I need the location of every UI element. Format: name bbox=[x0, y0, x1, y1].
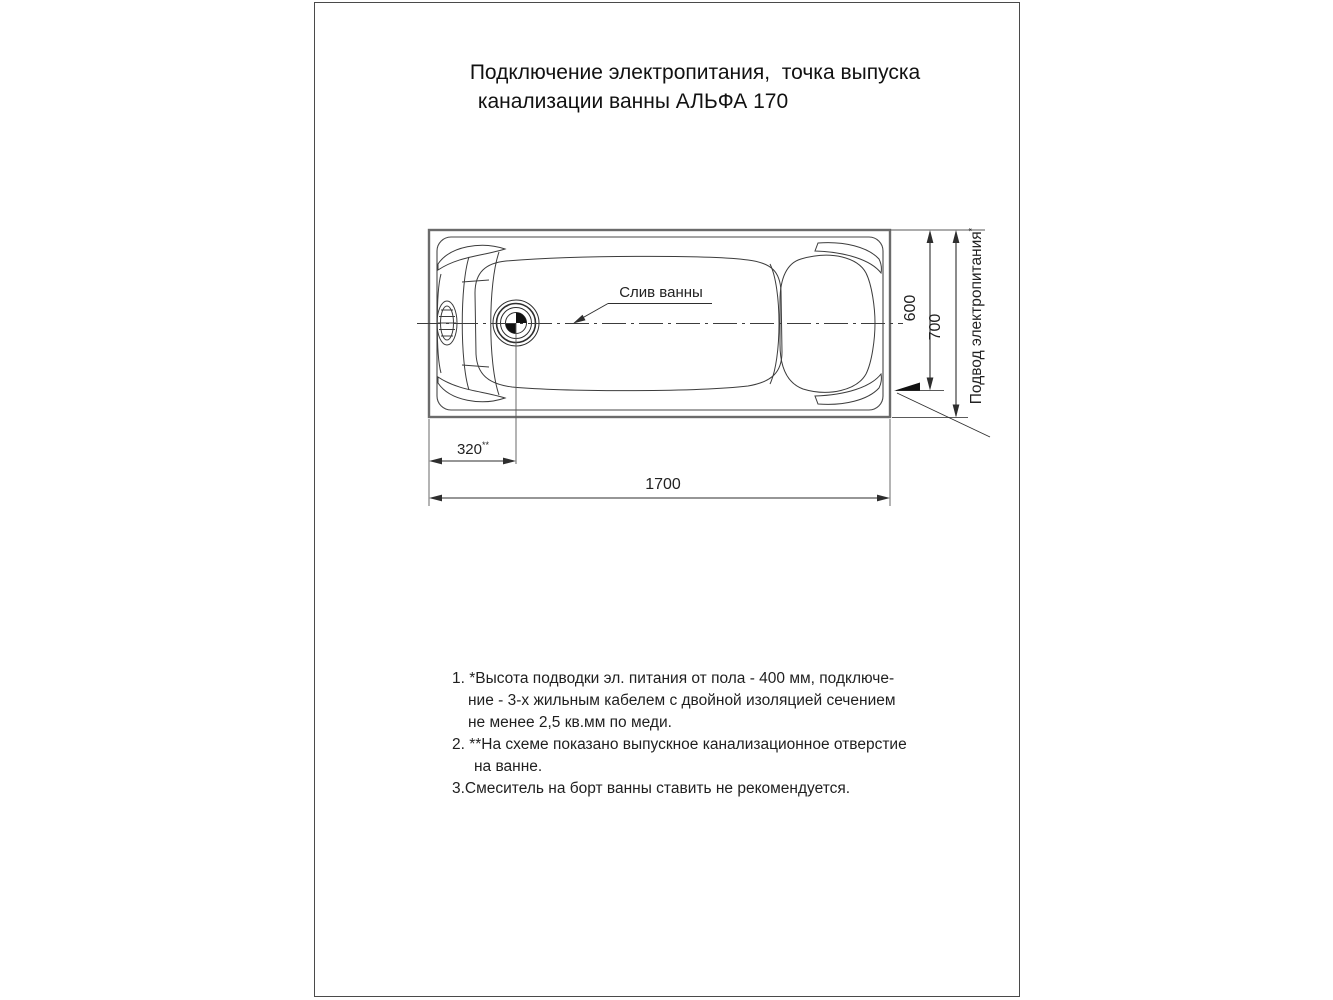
power-supply-label bbox=[967, 206, 987, 426]
dimension-1700: 1700 bbox=[645, 476, 681, 493]
drain-label: Слив ванны bbox=[619, 284, 703, 301]
power-supply-ref-mark: * bbox=[967, 227, 977, 232]
dimension-320-ref-mark: ** bbox=[482, 440, 490, 450]
extension-lines bbox=[429, 227, 985, 506]
dimension-600: 600 bbox=[902, 294, 919, 322]
dimension-320 bbox=[433, 440, 513, 458]
dimension-lines bbox=[429, 230, 959, 501]
note-line: 3.Смеситель на борт ванны ставить не рекомендуется. bbox=[452, 780, 851, 797]
page-title-line-1: Подключение электропитания, точка выпуска bbox=[469, 61, 921, 84]
note-line: ние - 3-х жильным кабелем с двойной изоляцией сечением bbox=[468, 692, 896, 709]
dimension-320-value: 320 bbox=[456, 441, 482, 458]
note-line: не менее 2,5 кв.мм по меди. bbox=[468, 714, 672, 731]
dimension-700: 700 bbox=[927, 313, 944, 341]
drain-leader-line bbox=[573, 304, 712, 324]
page-title-line-2: канализации ванны АЛЬФА 170 bbox=[477, 90, 789, 113]
note-line: на ванне. bbox=[474, 758, 543, 775]
note-line: 2. **На схеме показано выпускное канализационное отверстие bbox=[452, 736, 907, 753]
note-line: 1. *Высота подводки эл. питания от пола - 400 мм, подключе- bbox=[452, 670, 895, 687]
power-supply-label-text: Подвод электропитания bbox=[968, 231, 986, 405]
